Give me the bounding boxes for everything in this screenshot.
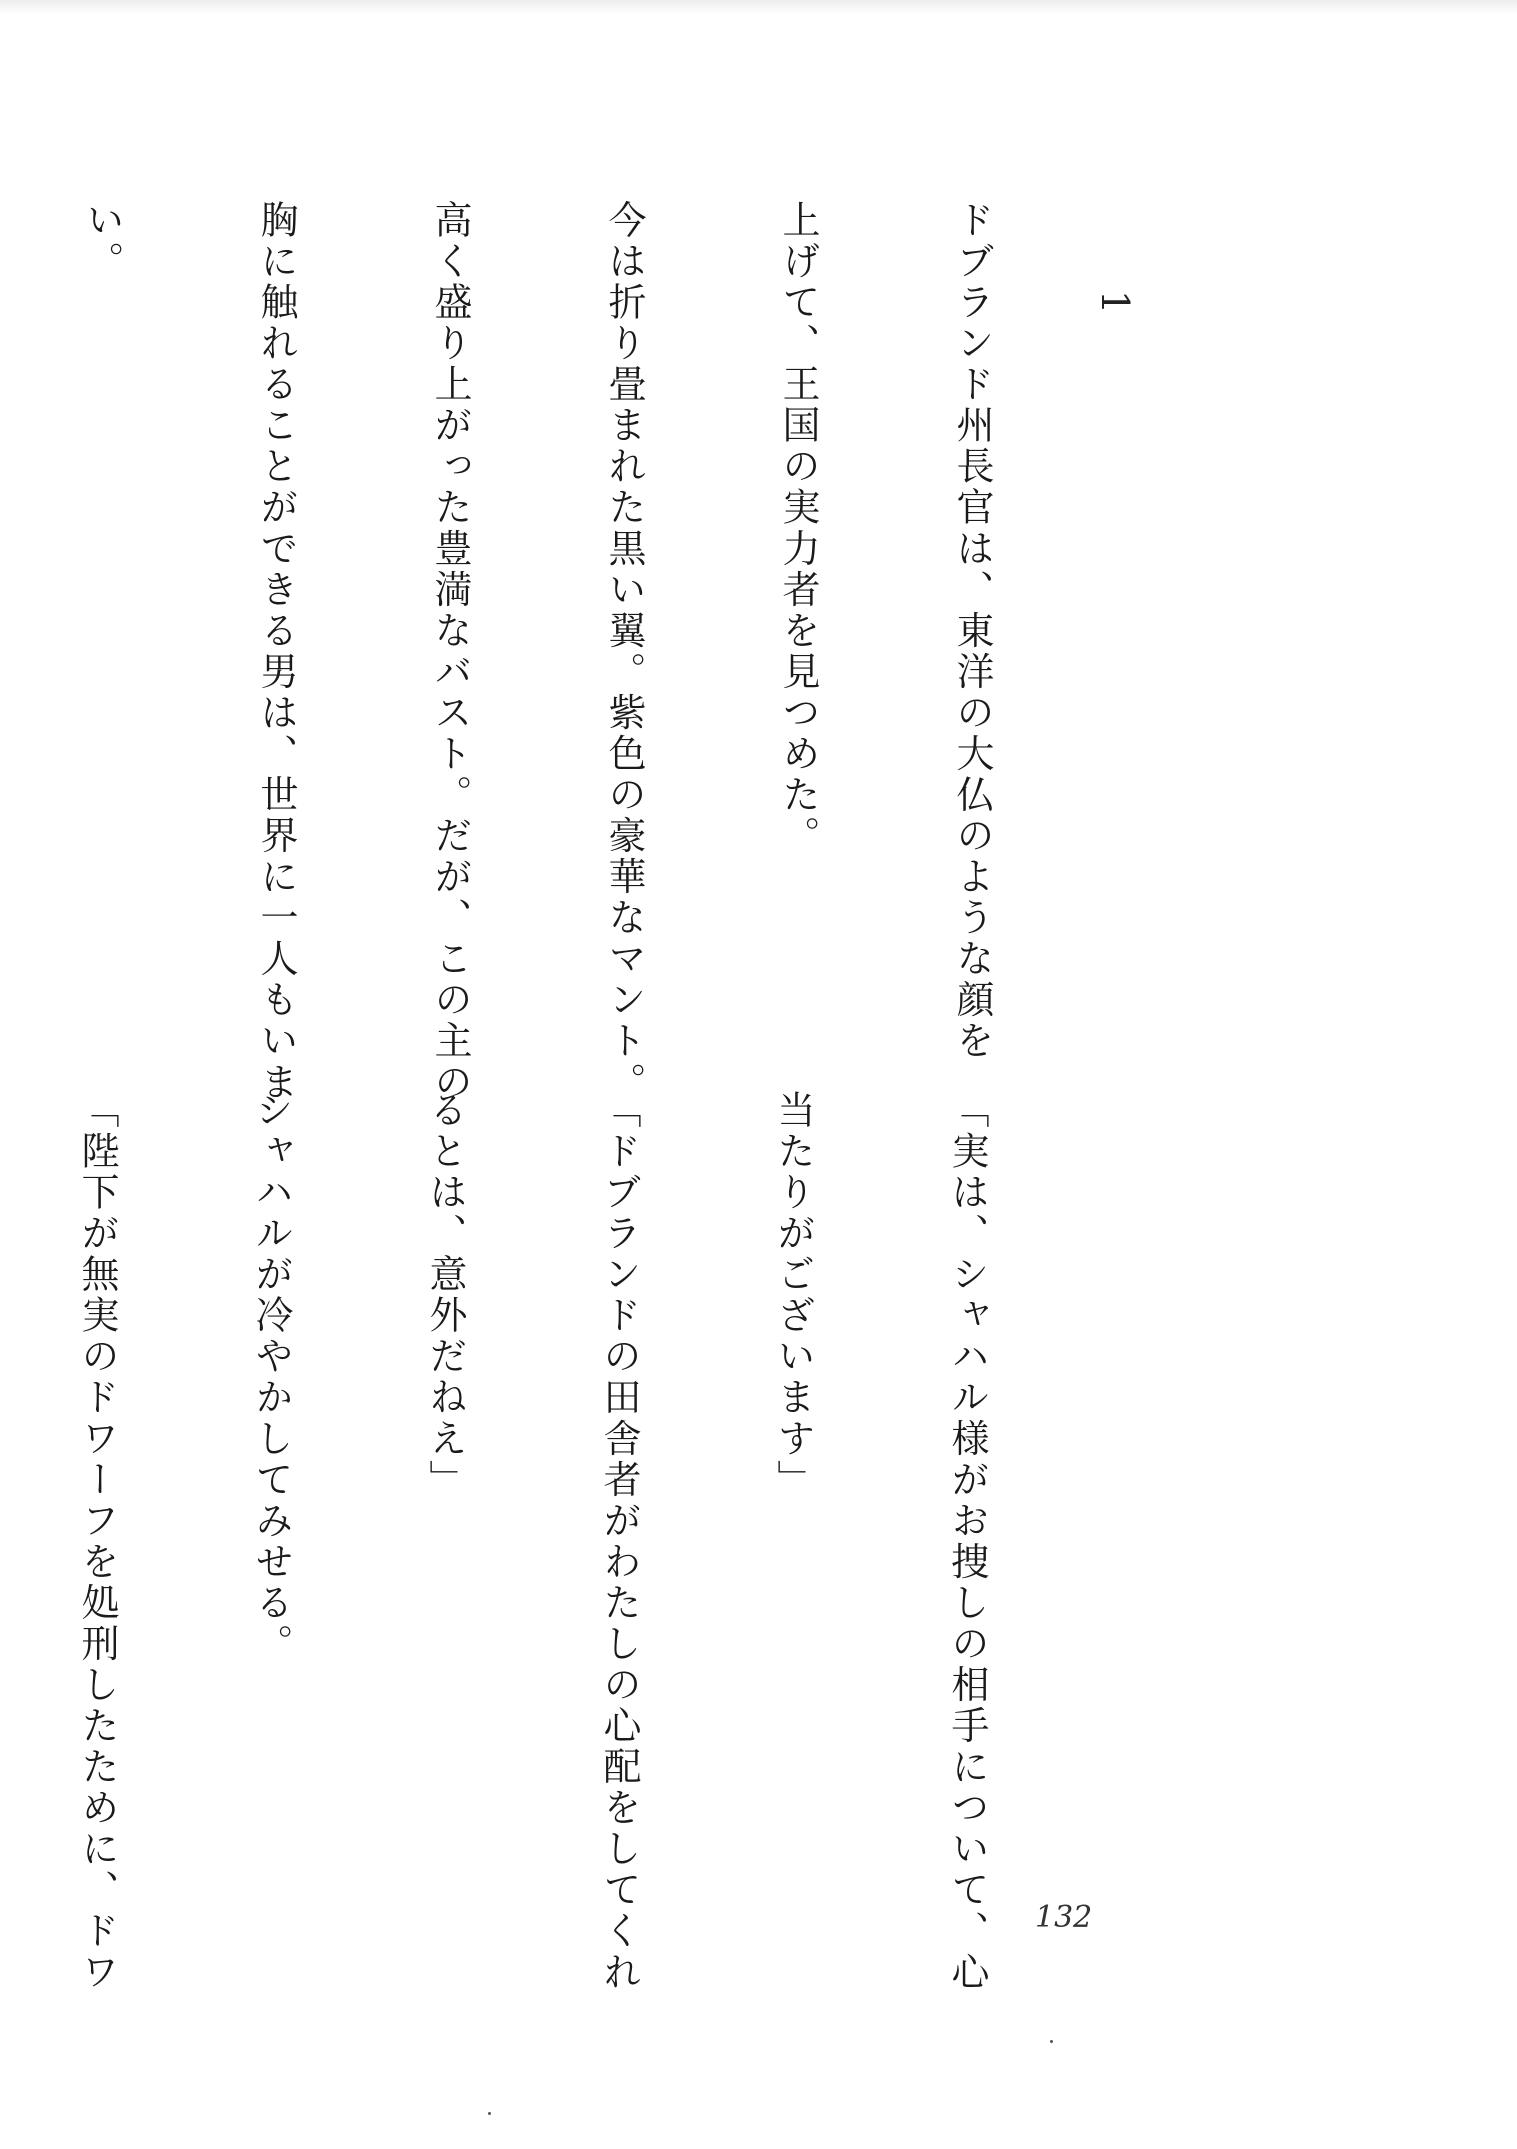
- top-text-block: [0, 200, 1117, 1103]
- text-line: 今は折り畳まれた黒い翼。紫色の豪華なマント。: [602, 200, 646, 1103]
- scan-edge: [0, 0, 1517, 14]
- text-line: 胸に触れることができる男は、世界に一人もいま: [254, 200, 298, 1103]
- text-line: 当たりがございます」: [771, 1090, 815, 1501]
- text-line: 高く盛り上がった豊満なバスト。だが、この主の: [428, 200, 472, 1103]
- page-number: 132: [1035, 1900, 1093, 1935]
- text-line: い。: [80, 200, 124, 283]
- text-line: 上げて、王国の実力者を見つめた。: [776, 200, 820, 857]
- text-line: 「実は、シャハル様がお捜しの相手について、心: [945, 1090, 989, 1993]
- text-line: ドブランド州長官は、東洋の大仏のような顔を: [950, 200, 994, 1062]
- scan-speck: [1050, 2040, 1053, 2043]
- chapter-number: 1: [1093, 290, 1137, 315]
- scan-speck: [488, 2112, 491, 2115]
- text-line: シャハルが冷やかしてみせる。: [249, 1090, 293, 1665]
- text-line: 「ドブランドの田舎者がわたしの心配をしてくれ: [597, 1090, 641, 1993]
- text-line: 「陛下が無実のドワーフを処刑したために、ドワ: [75, 1090, 119, 1993]
- text-line: るとは、意外だねえ」: [423, 1090, 467, 1501]
